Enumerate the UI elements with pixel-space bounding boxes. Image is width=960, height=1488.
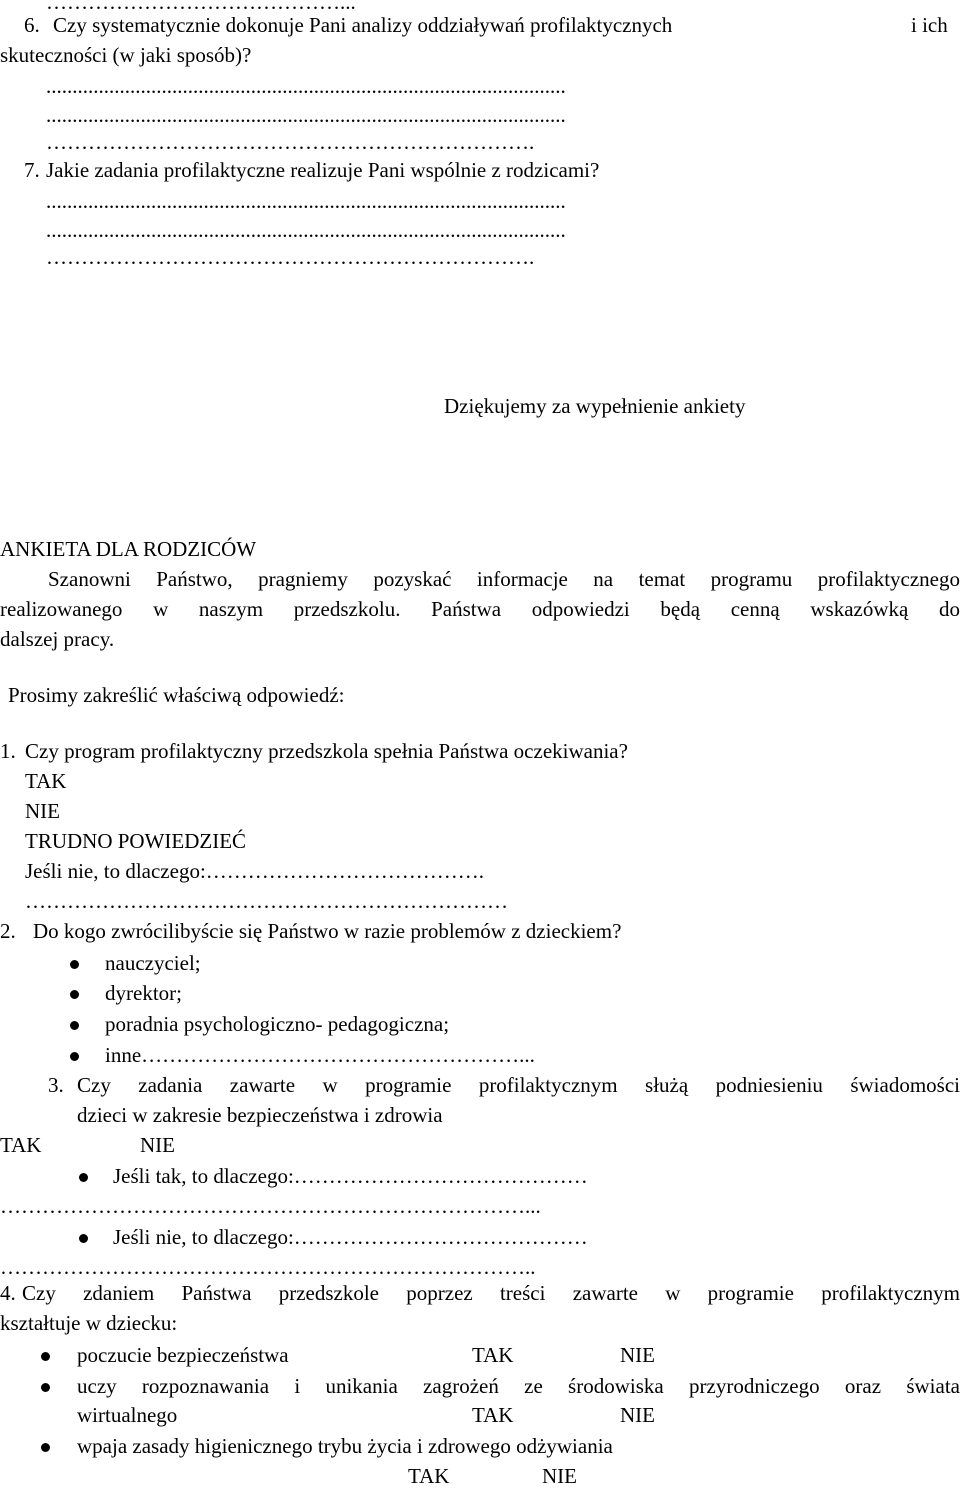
p2-option[interactable]: dyrektor;: [105, 981, 182, 1005]
p4-item: poczucie bezpieczeństwa: [77, 1343, 289, 1367]
bullet-icon: [70, 1021, 79, 1030]
p1-option-hard[interactable]: TRUDNO POWIEDZIEĆ: [25, 829, 247, 853]
thanks-text: Dziękujemy za wypełnienie ankiety: [444, 394, 746, 418]
bullet-icon: [70, 990, 79, 999]
p3-why-yes-label[interactable]: Jeśli tak, to dlaczego:……………………………………: [113, 1164, 588, 1188]
p2-option[interactable]: inne………………………………………………...: [105, 1043, 535, 1067]
q7-number: 7.: [24, 158, 40, 182]
p3-text-line1: Czy zadania zawarte w programie profilaktycznym służą podniesieniu świadomości: [77, 1073, 960, 1097]
p4-item2-yes[interactable]: TAK: [472, 1403, 514, 1427]
q6-number: 6.: [24, 13, 40, 37]
bullet-icon: [41, 1383, 50, 1392]
p4-item-line2: wirtualnego: [77, 1403, 178, 1427]
p3-why-yes-line[interactable]: …………………………………………………………………...: [0, 1194, 541, 1218]
p1-number: 1.: [0, 739, 16, 763]
p4-item: uczy rozpoznawania i unikania zagrożeń ze środowiska przyrodniczego oraz świata: [77, 1374, 960, 1398]
p1-why-line[interactable]: ……………………………………………………………: [25, 889, 508, 913]
bullet-icon: [70, 960, 79, 969]
survey-title: ANKIETA DLA RODZICÓW: [0, 537, 257, 561]
survey-intro-line2: realizowanego w naszym przedszkolu. Państwa odpowiedzi będą cenną wskazówką do: [0, 597, 960, 621]
p4-text-line1: Czy zdaniem Państwa przedszkole poprzez treści zawarte w programie profilaktycznym: [22, 1281, 960, 1305]
q6-answer-line[interactable]: ...................................................................................................: [46, 74, 566, 98]
p1-option-no[interactable]: NIE: [25, 799, 60, 823]
top-dots: ……………………………………...: [46, 0, 356, 14]
p1-text: Czy program profilaktyczny przedszkola spełnia Państwa oczekiwania?: [25, 739, 628, 763]
p4-item1-yes[interactable]: TAK: [472, 1343, 514, 1367]
p2-option[interactable]: poradnia psychologiczno- pedagogiczna;: [105, 1012, 450, 1036]
bullet-icon: [79, 1173, 88, 1182]
p3-option-no[interactable]: NIE: [140, 1133, 175, 1157]
p4-number: 4.: [0, 1281, 16, 1305]
p3-number: 3.: [48, 1073, 64, 1097]
p4-item3-yes[interactable]: TAK: [408, 1464, 450, 1488]
p3-option-yes[interactable]: TAK: [0, 1133, 42, 1157]
bullet-icon: [41, 1352, 50, 1361]
p3-why-no-line[interactable]: …………………………………………………………………..: [0, 1255, 536, 1279]
p1-option-yes[interactable]: TAK: [25, 769, 67, 793]
p4-item1-no[interactable]: NIE: [620, 1343, 655, 1367]
p2-option[interactable]: nauczyciel;: [105, 951, 201, 975]
bullet-icon: [70, 1052, 79, 1061]
p4-text-line2: kształtuje w dziecku:: [0, 1311, 178, 1335]
survey-intro-line3: dalszej pracy.: [0, 627, 115, 651]
survey-instruction: Prosimy zakreślić właściwą odpowiedź:: [8, 683, 345, 707]
q6-answer-line[interactable]: ...................................................................................................: [46, 103, 566, 127]
p3-text-line2: dzieci w zakresie bezpieczeństwa i zdrowia: [77, 1103, 443, 1127]
bullet-icon: [79, 1234, 88, 1243]
p2-number: 2.: [0, 919, 16, 943]
p2-text: Do kogo zwrócilibyście się Państwo w razie problemów z dzieckiem?: [33, 919, 622, 943]
p4-item: wpaja zasady higienicznego trybu życia i zdrowego odżywiania: [77, 1434, 613, 1458]
q7-answer-line[interactable]: ...................................................................................................: [46, 189, 566, 213]
q6-text-tail: i ich: [911, 13, 948, 37]
bullet-icon: [41, 1443, 50, 1452]
p4-item2-no[interactable]: NIE: [620, 1403, 655, 1427]
p4-item3-no[interactable]: NIE: [542, 1464, 577, 1488]
p1-why-label[interactable]: Jeśli nie, to dlaczego:………………………………….: [25, 859, 485, 883]
q7-answer-line[interactable]: …………………………………………………………….: [46, 245, 535, 269]
survey-intro-line1: Szanowni Państwo, pragniemy pozyskać informacje na temat programu profilaktycznego: [48, 567, 960, 591]
q7-text: Jakie zadania profilaktyczne realizuje Pani wspólnie z rodzicami?: [46, 158, 600, 182]
q6-text-line2: skuteczności (w jaki sposób)?: [0, 43, 252, 67]
q6-answer-line[interactable]: …………………………………………………………….: [46, 130, 535, 154]
q7-answer-line[interactable]: ...................................................................................................: [46, 218, 566, 242]
q6-text: Czy systematycznie dokonuje Pani analizy oddziaływań profilaktycznych: [53, 13, 673, 37]
p3-why-no-label[interactable]: Jeśli nie, to dlaczego:……………………………………: [113, 1225, 588, 1249]
